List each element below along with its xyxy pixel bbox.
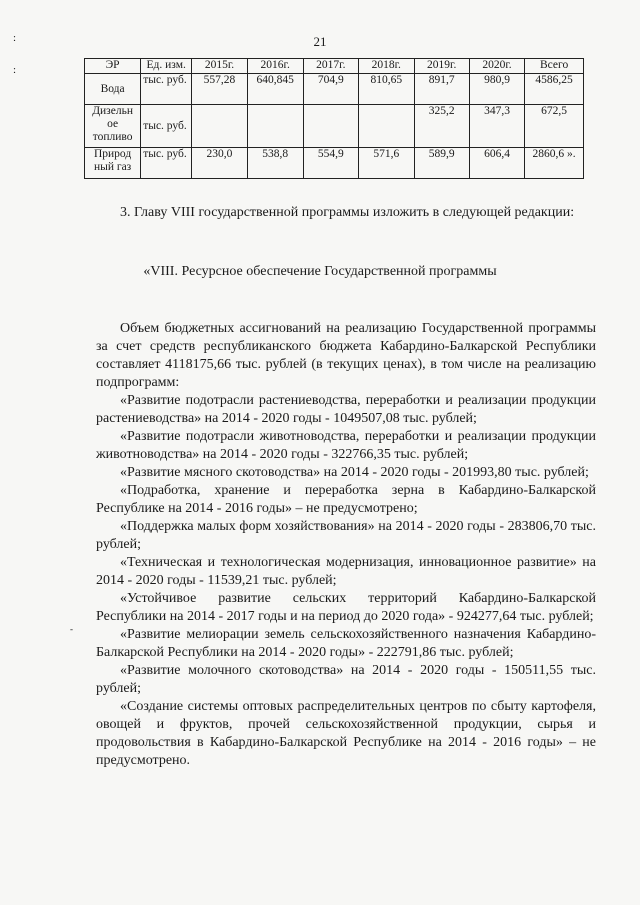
body-text	[96, 320, 596, 770]
table-cell: 4586,25	[525, 74, 584, 105]
table-header-row	[85, 59, 584, 74]
row-unit: тыс. руб.	[141, 105, 192, 148]
table-cell: 606,4	[469, 148, 524, 179]
page-number: 21	[313, 34, 327, 49]
paragraph: «Поддержка малых форм хозяйствования» на 2014 - 2020 годы - 283806,70 тыс. рублей;	[96, 519, 596, 552]
resources-table	[84, 58, 584, 179]
margin-mark: :	[13, 64, 17, 76]
paragraph: «Развитие мелиорации земель сельскохозяйственного назначения Кабардино-Балкарской Республики на 2014 - 2020 годы» - 222791,86 тыс. рублей;	[96, 627, 596, 660]
column-header: 2015г.	[192, 59, 248, 74]
table-cell: 554,9	[303, 148, 358, 179]
table-row	[85, 148, 584, 179]
paragraph: «Развитие подотрасли животноводства, переработки и реализации продукции животноводства» на 2014 - 2020 годы - 322766,35 тыс. рублей;	[96, 429, 596, 462]
amendment-item	[96, 204, 596, 222]
table-cell: 640,845	[247, 74, 303, 105]
paragraph: Объем бюджетных ассигнований на реализацию Государственной программы за счет средств республиканского бюджета Кабардино-Балкарской Республики составляет 4118175,66 тыс. рублей (в текущих ценах), в том числе на реализацию подпрограмм:	[96, 321, 596, 390]
row-label: Дизельн ое топливо	[85, 105, 141, 148]
row-unit: тыс. руб.	[141, 148, 192, 179]
table-cell: 325,2	[414, 105, 469, 148]
column-header: 2020г.	[469, 59, 524, 74]
table-cell: 810,65	[359, 74, 415, 105]
paragraph: «Техническая и технологическая модернизация, инновационное развитие» на 2014 - 2020 годы - 11539,21 тыс. рублей;	[96, 555, 596, 588]
row-unit: тыс. руб.	[141, 74, 192, 105]
margin-mark: :	[13, 32, 17, 44]
table-cell: 557,28	[192, 74, 248, 105]
table-cell: 2860,6 ».	[525, 148, 584, 179]
row-label: Вода	[85, 74, 141, 105]
paragraph: «Подработка, хранение и переработка зерна в Кабардино-Балкарской Республике на 2014 - 2016 годы» – не предусмотрено;	[96, 483, 596, 516]
column-header: 2018г.	[359, 59, 415, 74]
column-header: ЭР	[85, 59, 141, 74]
table-cell: 891,7	[414, 74, 469, 105]
table-cell: 980,9	[469, 74, 524, 105]
table-cell: 704,9	[303, 74, 358, 105]
table-cell: 589,9	[414, 148, 469, 179]
table-row	[85, 105, 584, 148]
paragraph: «Создание системы оптовых распределительных центров по сбыту картофеля, овощей и фруктов, прочей сельскохозяйственной продукции, сырья и продовольствия в Кабардино-Балкарской Республике на 2014 - 2016 годы» – не предусмотрено.	[96, 699, 596, 768]
column-header: 2019г.	[414, 59, 469, 74]
table-cell	[303, 105, 358, 148]
paragraph: «Развитие молочного скотоводства» на 2014 - 2020 годы - 150511,55 тыс. рублей;	[96, 663, 596, 696]
paragraph: «Развитие подотрасли растениеводства, переработки и реализации продукции растениеводства» на 2014 - 2020 годы - 1049507,08 тыс. рублей;	[96, 393, 596, 426]
table-row	[85, 74, 584, 105]
column-header: Ед. изм.	[141, 59, 192, 74]
margin-mark: -	[70, 624, 73, 634]
table-cell	[192, 105, 248, 148]
table-cell: 347,3	[469, 105, 524, 148]
column-header: 2017г.	[303, 59, 358, 74]
table-cell	[247, 105, 303, 148]
section-title: «VIII. Ресурсное обеспечение Государственной программы	[143, 264, 497, 279]
paragraph: «Развитие мясного скотоводства» на 2014 - 2020 годы - 201993,80 тыс. рублей;	[120, 465, 589, 480]
table-cell: 672,5	[525, 105, 584, 148]
row-label: Природ ный газ	[85, 148, 141, 179]
table-cell	[359, 105, 415, 148]
amendment-text: 3. Главу VIII государственной программы изложить в следующей редакции:	[120, 205, 575, 220]
column-header: Всего	[525, 59, 584, 74]
paragraph: «Устойчивое развитие сельских территорий Кабардино-Балкарской Республики на 2014 - 2017 годы и на период до 2020 года» - 924277,64 тыс. рублей;	[96, 591, 596, 624]
column-header: 2016г.	[247, 59, 303, 74]
table-cell: 571,6	[359, 148, 415, 179]
table-cell: 230,0	[192, 148, 248, 179]
table-cell: 538,8	[247, 148, 303, 179]
